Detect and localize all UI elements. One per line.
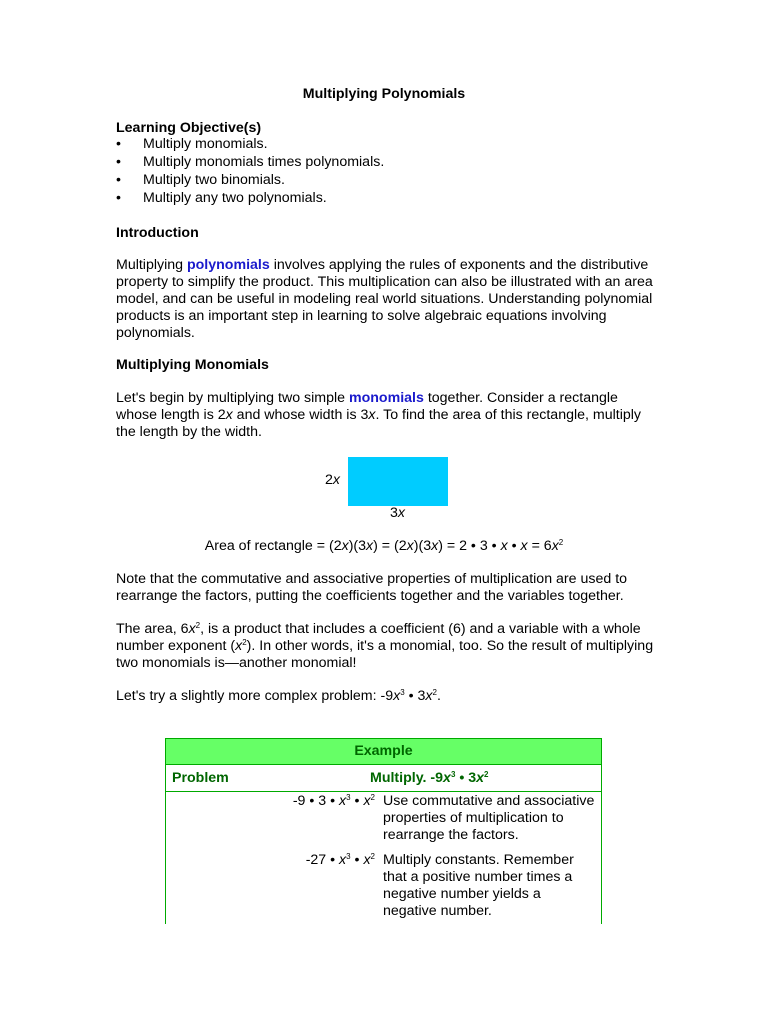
intro-paragraph: Multiplying polynomials involves applying the rules of exponents and the distributive property to simplify the product. This multiplication can also be illustrated with an area model, and can be useful in modeling real world situations. Understanding polynomial products is an important step in learning to solve algebraic equations involving polynomials. (116, 257, 653, 341)
area-equation: Area of rectangle = (2x)(3x) = (2x)(3x) = 2 • 3 • x • $x = 6x^2$ (204, 538, 564, 554)
bullet-icon: • (116, 136, 121, 152)
rect-length-label: 2x (325, 472, 340, 488)
step-explanation: Multiply constants. Remember that a positive number times a negative number yields a negative number. (383, 852, 574, 919)
complex-problem-paragraph: Let's try a slightly more complex problem: $-9x^3$ • $3x^2$. (116, 688, 441, 704)
monomials-heading: Multiplying Monomials (116, 357, 269, 373)
rect-width-label: 3x (390, 505, 405, 521)
example-header: Example (166, 739, 602, 765)
objectives-heading: Learning Objective(s) (116, 120, 262, 136)
problem-statement: Multiply. $-9x^3$ • $3x^2$ (332, 765, 602, 792)
step-explanation: Use commutative and associative properties of multiplication to rearrange the factors. (383, 793, 595, 843)
area-explanation-paragraph: The area, $6x^2$, is a product that includes a coefficient (6) and a variable with a whole number exponent $(x^2)$. In other words, it's a monomial, too. So the result of multiplying two monomials is—another monomial! (116, 621, 654, 671)
step-expression: -27 • $x^3$ • $x^2$ (305, 852, 375, 868)
step-expression: -9 • 3 • $x^3$ • $x^2$ (292, 793, 375, 809)
list-item: • Multiply monomials. (116, 136, 268, 152)
objectives-list (116, 136, 384, 208)
monomials-paragraph: Let's begin by multiplying two simple monomials together. Consider a rectangle whose length is 2x and whose width is 3x. To find the area of this rectangle, multiply the length by the width. (116, 390, 641, 440)
glossary-link-monomials[interactable]: monomials (348, 390, 424, 406)
properties-paragraph: Note that the commutative and associative properties of multiplication are used to rearrange the factors, putting the coefficients together and the variables together. (116, 571, 628, 604)
bullet-icon: • (116, 172, 121, 188)
glossary-link-polynomials[interactable]: polynomials (186, 257, 270, 273)
problem-label: Problem (166, 765, 333, 792)
table-right-border (601, 790, 602, 924)
list-item: • Multiply monomials times polynomials. (116, 154, 385, 170)
area-rectangle (348, 457, 448, 506)
example-table (165, 738, 602, 792)
page-title: Multiplying Polynomials (302, 86, 466, 102)
intro-heading: Introduction (116, 225, 199, 241)
bullet-icon: • (116, 190, 121, 206)
list-item: • Multiply two binomials. (116, 172, 285, 188)
bullet-icon: • (116, 154, 121, 170)
list-item: • Multiply any two polynomials. (116, 190, 327, 206)
